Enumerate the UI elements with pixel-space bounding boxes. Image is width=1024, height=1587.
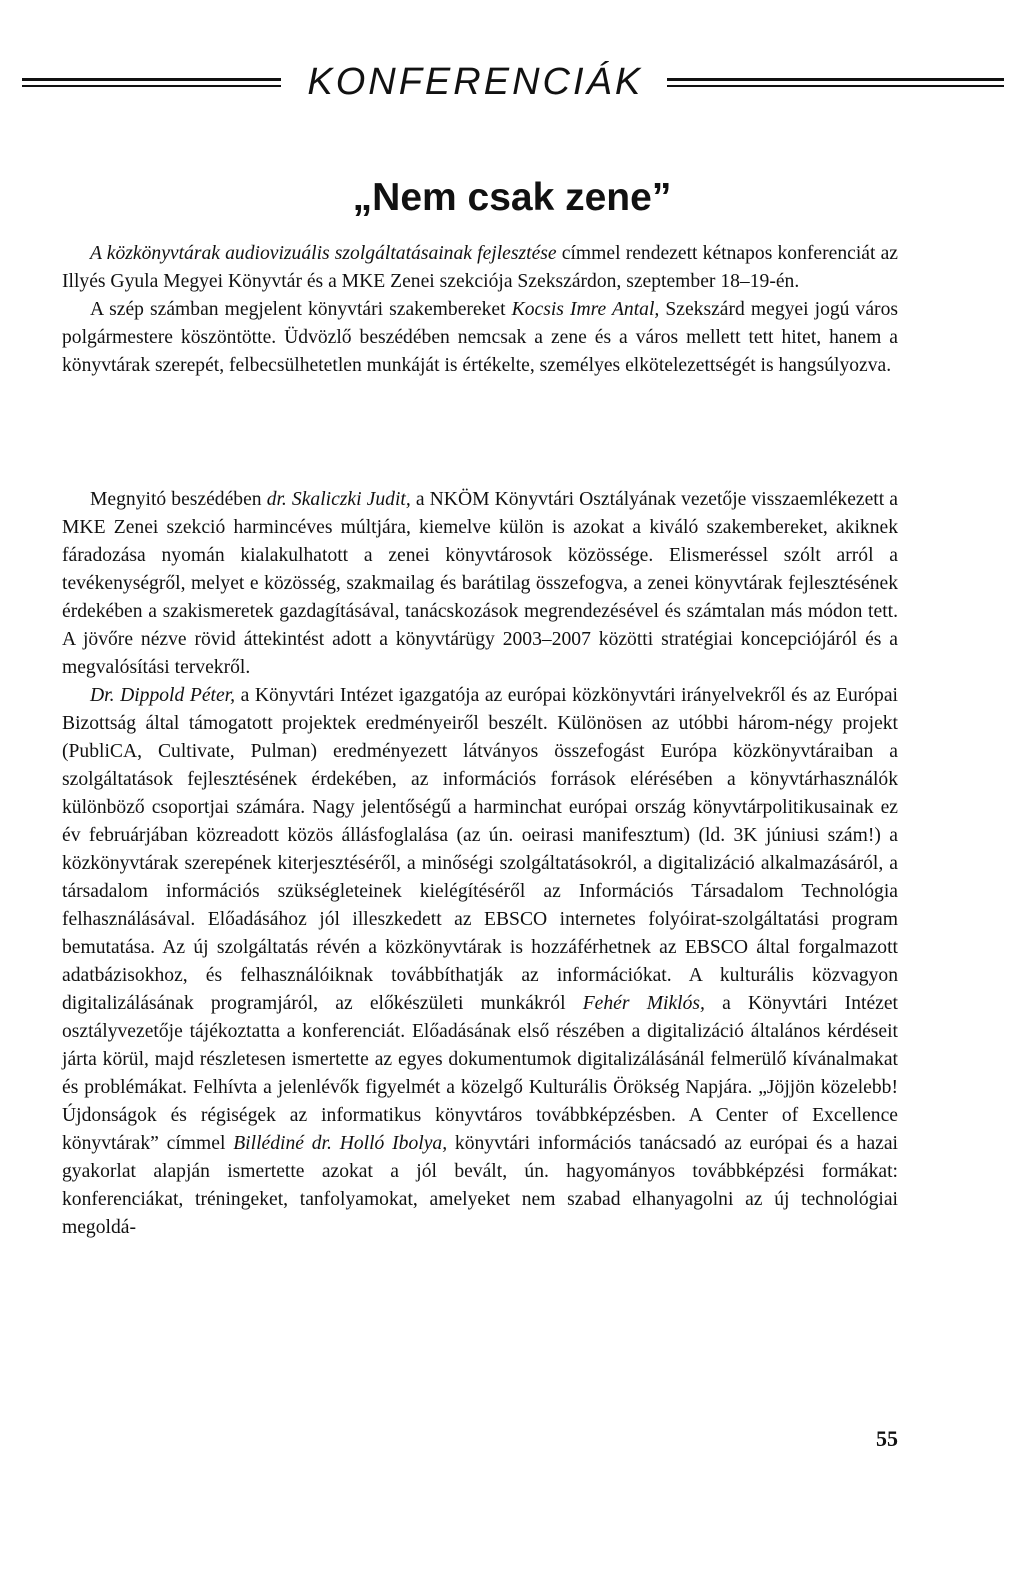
section-title: KONFERENCIÁK — [307, 60, 644, 103]
paragraph-3: Megnyitó beszédében dr. Skaliczki Judit, a NKÖM Könyvtári Osztályának vezetője visszaemlékezett a MKE Zenei szekció harmincéves múltjára, kiemelve külön is azokat a kiváló szakembereket, akiknek fáradozása nyomán kialakulhatott a zenei könyvtárosok közössége. Elismeréssel szólt arról a tevékenységről, melyet e közösség, szakmailag és barátilag összefogva, a zenei könyvtárak fejlesztésének érdekében a szakismeretek gazdagításával, tanácskozások megrendezésével és számtalan más módon tett. A jövőre nézve rövid áttekintést adott a könyvtárügy 2003–2007 közötti stratégiai koncepciójáról és a megvalósítási tervekről. — [62, 489, 898, 678]
header-rule-left — [22, 78, 281, 87]
person-name: Fehér Miklós, — [582, 993, 705, 1014]
person-name: Kocsis Imre Antal, — [511, 299, 660, 320]
person-name: dr. Skaliczki Judit, — [266, 489, 411, 510]
event-title: A közkönyvtárak audiovizuális szolgáltatásainak fejlesztése — [90, 243, 557, 264]
intro-block — [62, 240, 898, 380]
main-block — [62, 486, 898, 1242]
section-header — [22, 62, 1004, 102]
person-name: Dr. Dippold Péter, — [90, 685, 236, 706]
person-name: Billédiné dr. Holló Ibolya, — [233, 1133, 448, 1154]
header-rule-right — [667, 78, 1004, 87]
intro-paragraph-2: A szép számban megjelent könyvtári szakembereket Kocsis Imre Antal, Szekszárd megyei jogú város polgármestere köszöntötte. Üdvözlő beszédében nemcsak a zene és a város mellett tett hitet, hanem a könyvtárak szerepét, felbecsülhetetlen munkáját is értékelte, személyes elkötelezettségét is hangsúlyozva. — [62, 299, 898, 376]
article-title: „Nem csak zene” — [352, 176, 672, 219]
page-number: 55 — [876, 1426, 898, 1451]
paragraph-4: Dr. Dippold Péter, a Könyvtári Intézet igazgatója az európai közkönyvtári irányelvekről és az Európai Bizottság által támogatott projektek eredményeiről beszélt. Különösen az utóbbi három-négy projekt (PubliCA, Cultivate, Pulman) eredményezett látványos összefogást Európa közkönyvtáraiban a szolgáltatások fejlesztésének érdekében, az információs források elérésében a könyvtárhasználók különböző csoportjai számára. Nagy jelentőségű a harminchat európai ország könyvtárpolitikusainak ez év februárjában közreadott közös állásfoglalása (az ún. oeirasi manifesztum) (ld. 3K júniusi szám!) a közkönyvtárak szerepének kiterjesztéséről, a minőségi szolgáltatásokról, a digitalizáció alkalmazásáról, a társadalom információs szükségleteinek kielégítéséről az Információs Társadalom Technológia felhasználásával. Előadásához jól illeszkedett az EBSCO internetes folyóirat-szolgáltatási program bemutatása. Az új szolgáltatás révén a közkönyvtárak is hozzáférhetnek az EBSCO által forgalmazott adatbázisokhoz, és felhasználóiknak továbbíthatják az információkat. A kulturális közvagyon digitalizálásának programjáról, az előkészületi munkákról Fehér Miklós, a Könyvtári Intézet osztályvezetője tájékoztatta a konferenciát. Előadásának első részében a digitalizáció általános kérdéseit járta körül, majd részletesen ismertette az egyes dokumentumok digitalizálásánál felmerülő kívánalmakat és problémákat. Felhívta a jelenlévők figyelmét a közelgő Kulturális Örökség Napjára. „Jöjjön közelebb! Újdonságok és régiségek az informatikus könyvtáros továbbképzésben. A Center of Excellence könyvtárak” címmel Billédiné dr. Holló Ibolya, könyvtári információs tanácsadó az európai és a hazai gyakorlat alapján ismertette azokat a jól bevált, ún. hagyományos továbbképzési formákat: konferenciákat, tréningeket, tanfolyamokat, amelyeket nem szabad elhanyagolni az új technológiai megoldá- — [62, 685, 898, 1238]
intro-paragraph-1: A közkönyvtárak audiovizuális szolgáltatásainak fejlesztése címmel rendezett kétnapos konferenciát az Illyés Gyula Megyei Könyvtár és a MKE Zenei szekciója Szekszárdon, szeptember 18–19-én. — [62, 243, 898, 292]
